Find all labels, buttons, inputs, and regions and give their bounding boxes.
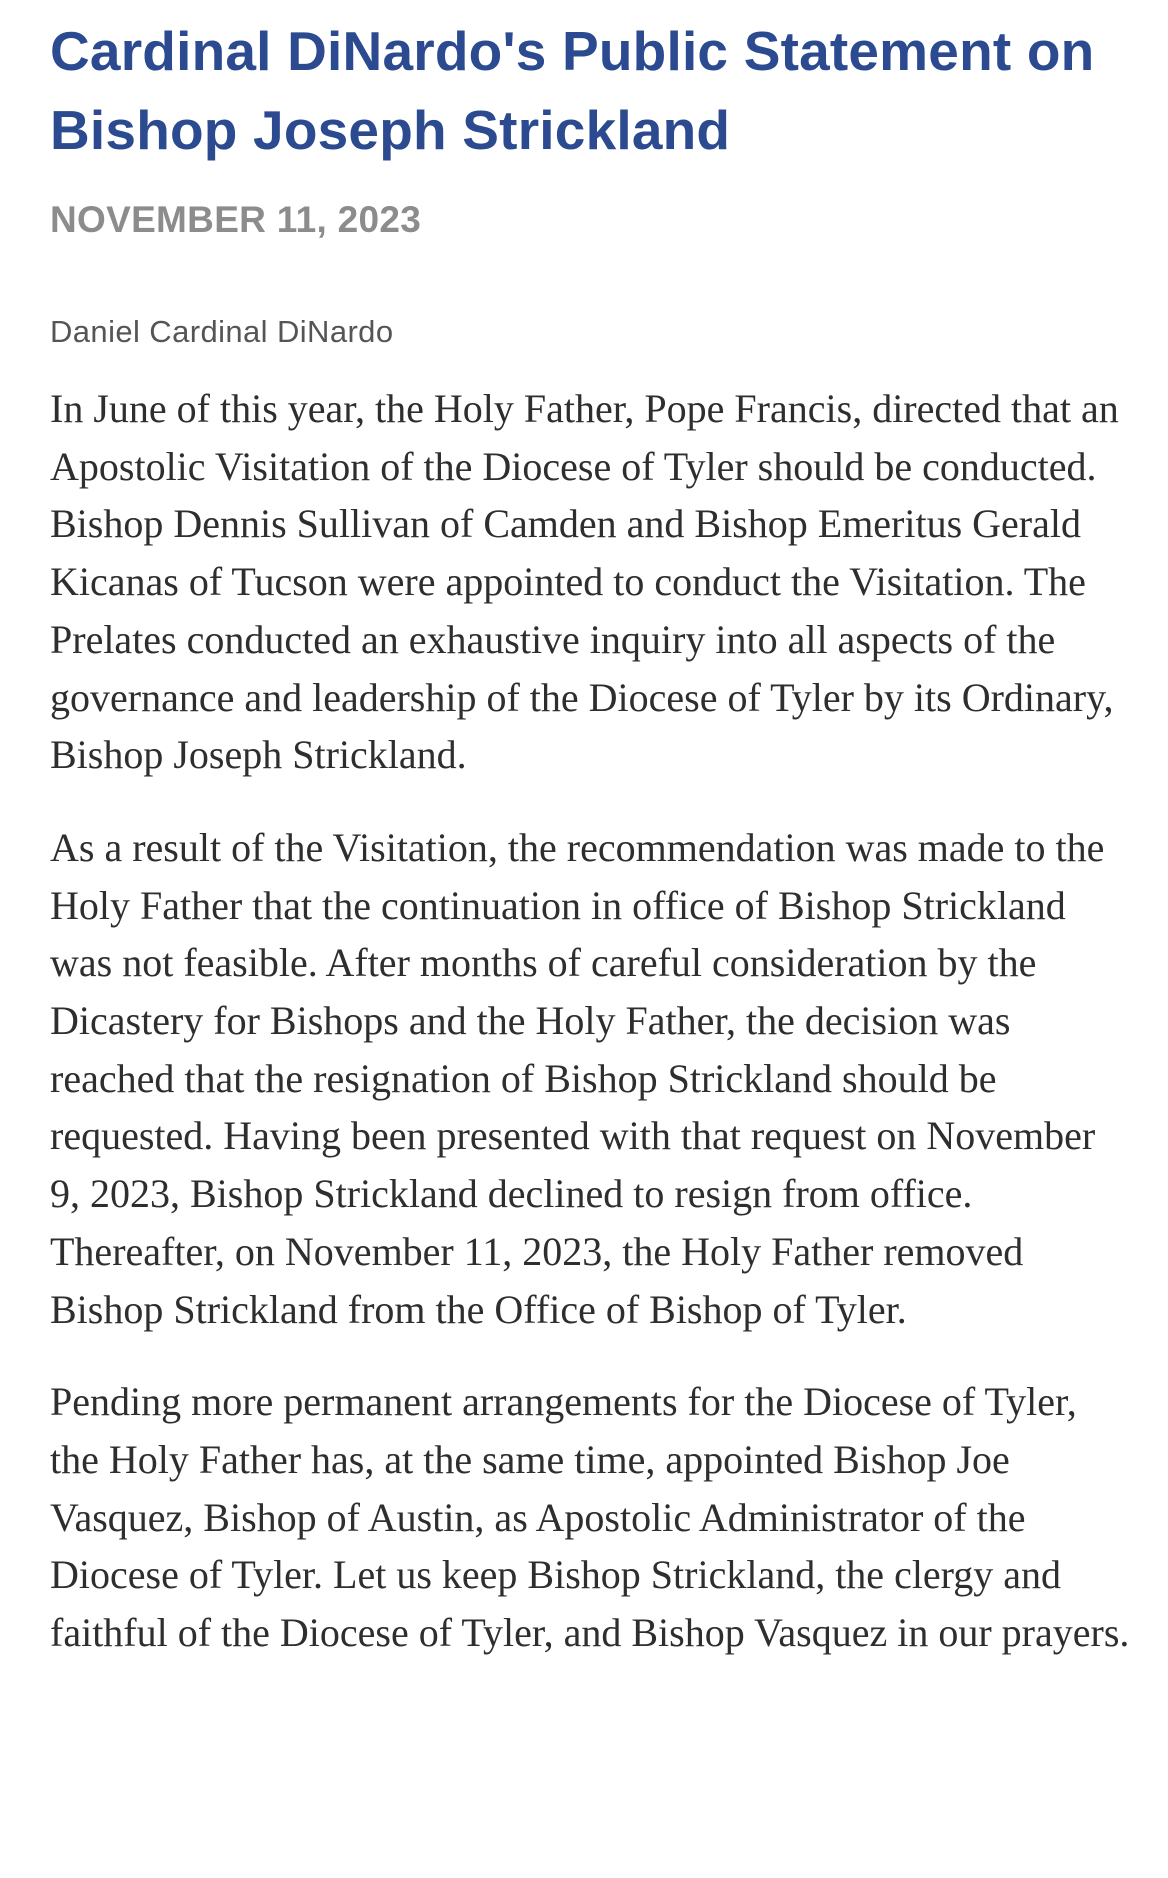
article-date: NOVEMBER 11, 2023 [50, 199, 422, 240]
article-author: Daniel Cardinal DiNardo [50, 314, 394, 349]
body-paragraph-3: Pending more permanent arrangements for the Diocese of Tyler, the Holy Father has, at the same time, appointed Bishop Joe Vasquez, Bishop of Austin, as Apostolic Administrator of the Diocese of Tyler. Let us keep Bishop Strickland, the clergy and faithful of the Diocese of Tyler, and Bishop Vasquez in our prayers. [50, 1379, 1130, 1656]
article-title: Cardinal DiNardo's Public Statement on Bishop Joseph Strickland [50, 20, 1095, 161]
body-paragraph-1: In June of this year, the Holy Father, Pope Francis, directed that an Apostolic Visitation of the Diocese of Tyler should be conducted. Bishop Dennis Sullivan of Camden and Bishop Emeritus Gerald Kicanas of Tucson were appointed to conduct the Visitation. The Prelates conducted an exhaustive inquiry into all aspects of the governance and leadership of the Diocese of Tyler by its Ordinary, Bishop Joseph Strickland. [50, 386, 1119, 778]
body-paragraph-2: As a result of the Visitation, the recommendation was made to the Holy Father that the continuation in office of Bishop Strickland was not feasible. After months of careful consideration by the Dicastery for Bishops and the Holy Father, the decision was reached that the resignation of Bishop Strickland should be requested. Having been presented with that request on November 9, 2023, Bishop Strickland declined to resign from office. Thereafter, on November 11, 2023, the Holy Father removed Bishop Strickland from the Office of Bishop of Tyler. [50, 824, 1105, 1332]
article [50, 12, 1130, 1662]
